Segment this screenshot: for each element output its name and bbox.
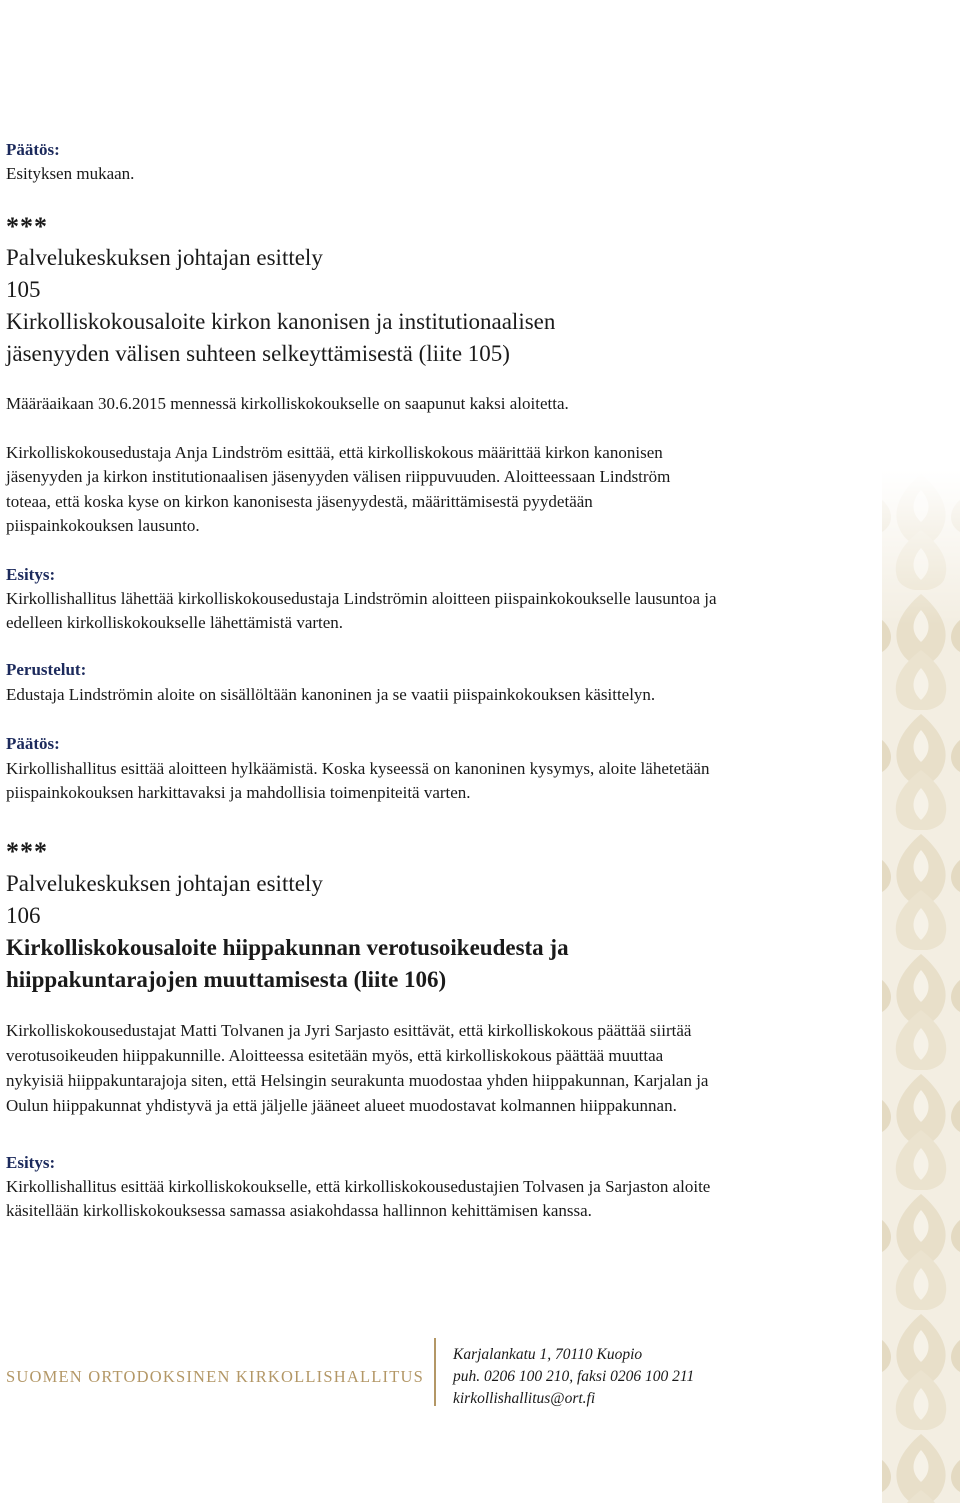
- proposal-label: Esitys:: [6, 565, 56, 584]
- section-presenter: Palvelukeskuksen johtajan esittely: [6, 871, 323, 896]
- body-paragraph-line: jäsenyyden ja kirkon institutionaalisen jäsenyyden välisen riippuvuuden. Aloitteessaan Lindström: [6, 467, 671, 486]
- body-paragraph-line: verotusoikeuden hiippakunnille. Aloitteessa esitetään myös, että kirkolliskokous päättää muuttaa: [6, 1046, 664, 1065]
- section-title-line: Kirkolliskokousaloite kirkon kanonisen ja institutionaalisen: [6, 309, 556, 334]
- email-text: kirkollishallitus@ort.fi: [453, 1390, 596, 1407]
- section-separator: ***: [6, 212, 48, 241]
- section-number: 105: [6, 277, 41, 302]
- proposal-label: Esitys:: [6, 1153, 56, 1172]
- contact-block: [453, 1344, 694, 1410]
- grounds-text: Edustaja Lindströmin aloite on sisällöltään kanoninen ja se vaatii piispainkokouksen käsittelyn.: [6, 685, 656, 704]
- proposal-line: edelleen kirkolliskokoukselle lähettämistä varten.: [6, 613, 344, 632]
- decision-line: piispainkokouksen harkittavaksi ja mahdollisia toimenpiteitä varten.: [6, 783, 471, 802]
- proposal-line: Kirkollishallitus lähettää kirkolliskokousedustaja Lindströmin aloitteen piispainkokoukselle lausuntoa ja: [6, 589, 717, 608]
- section-separator: ***: [6, 837, 48, 866]
- footer-divider: [434, 1338, 436, 1406]
- organization-name: SUOMEN ORTODOKSINEN KIRKOLLISHALLITUS: [6, 1367, 425, 1386]
- proposal-line: Kirkollishallitus esittää kirkolliskokoukselle, että kirkolliskokousedustajien Tolvasen ja Sarjaston aloite: [6, 1177, 711, 1196]
- section-presenter: Palvelukeskuksen johtajan esittely: [6, 245, 323, 270]
- decision-text: Esityksen mukaan.: [6, 164, 135, 183]
- intro-paragraph: Määräaikaan 30.6.2015 mennessä kirkolliskokoukselle on saapunut kaksi aloitetta.: [6, 394, 569, 413]
- body-paragraph-line: Kirkolliskokousedustaja Anja Lindström esittää, että kirkolliskokous määrittää kirkon kanonisen: [6, 443, 663, 462]
- body-paragraph-line: nykyisiä hiippakuntarajoja siten, että Helsingin seurakunta muodostaa yhden hiippakunnan, Karjalan ja: [6, 1071, 709, 1090]
- decision-line: Kirkollishallitus esittää aloitteen hylkäämistä. Koska kyseessä on kanoninen kysymys, aloite lähetetään: [6, 759, 710, 778]
- section-number: 106: [6, 903, 41, 928]
- body-paragraph-line: toteaa, että koska kyse on kirkon kanonisesta jäsenyydestä, määrittämisestä pyydetään: [6, 492, 593, 511]
- decision-label: Päätös:: [6, 140, 60, 159]
- section-title-line: jäsenyyden välisen suhteen selkeyttämisestä (liite 105): [6, 341, 510, 366]
- address-text: Karjalankatu 1, 70110 Kuopio: [453, 1346, 643, 1363]
- phone-text: puh. 0206 100 210, faksi 0206 100 211: [453, 1368, 695, 1385]
- section-title-line: Kirkolliskokousaloite hiippakunnan verotusoikeudesta ja: [6, 935, 569, 960]
- section-title-line: hiippakuntarajojen muuttamisesta (liite 106): [6, 967, 447, 992]
- body-paragraph-line: piispainkokouksen lausunto.: [6, 516, 200, 535]
- body-paragraph-line: Kirkolliskokousedustajat Matti Tolvanen ja Jyri Sarjasto esittävät, että kirkolliskokous päättää siirtää: [6, 1021, 692, 1040]
- proposal-line: käsitellään kirkolliskokouksessa samassa asiakohdassa hallinnon kehittämisen kanssa.: [6, 1201, 592, 1220]
- grounds-label: Perustelut:: [6, 660, 87, 679]
- decision-label: Päätös:: [6, 734, 60, 753]
- body-paragraph-line: Oulun hiippakunnat yhdistyvä ja että jäljelle jääneet alueet muodostavat kolmannen hiippakunnan.: [6, 1096, 677, 1115]
- decorative-ornament-border: [882, 470, 960, 1503]
